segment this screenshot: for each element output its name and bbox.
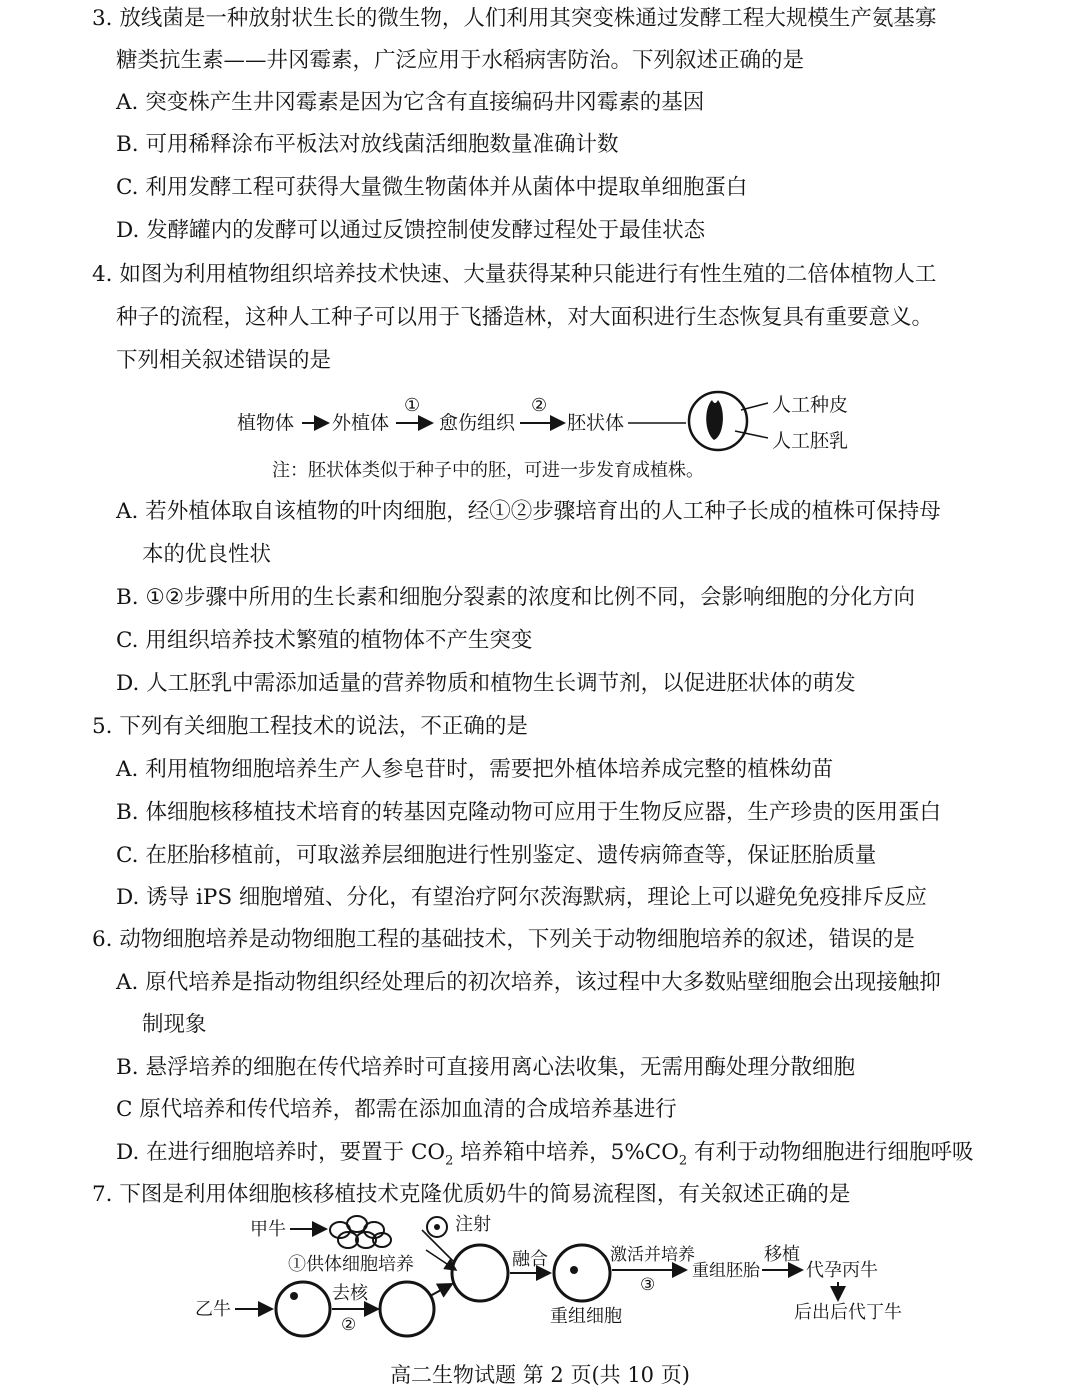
q7-enucleate-label: 去核 bbox=[332, 1283, 368, 1304]
q3-option-c: C. 利用发酵工程可获得大量微生物菌体并从菌体中提取单细胞蛋白 bbox=[116, 175, 748, 200]
q4-step2-label: ② bbox=[531, 395, 548, 416]
q4-option-b: B. ①②步骤中所用的生长素和细胞分裂素的浓度和比例不同，会影响细胞的分化方向 bbox=[116, 585, 916, 610]
q5-option-c: C. 在胚胎移植前，可取滋养层细胞进行性别鉴定、遗传病筛查等，保证胚胎质量 bbox=[116, 843, 877, 868]
q4-step1-label: ① bbox=[404, 395, 421, 416]
q7-stem: 7. 下图是利用体细胞核移植技术克隆优质奶牛的简易流程图，有关叙述正确的是 bbox=[92, 1182, 851, 1207]
q4-option-d: D. 人工胚乳中需添加适量的营养物质和植物生长调节剂，以促进胚状体的萌发 bbox=[116, 671, 856, 696]
q7-enucleated-oocyte-icon bbox=[380, 1282, 434, 1336]
q7-reconstructed-embryo-label: 重组胚胎 bbox=[692, 1261, 760, 1281]
q4-option-a-line-1: A. 若外植体取自该植物的叶肉细胞，经①②步骤培育出的人工种子长成的植株可保持母 bbox=[116, 499, 941, 524]
q4-plant-label: 植物体 bbox=[237, 412, 295, 434]
q7-surrogate-label: 代孕丙牛 bbox=[806, 1260, 878, 1281]
q6-option-d-part-2: 培养箱中培养，5%CO bbox=[453, 1140, 679, 1165]
q6-option-b: B. 悬浮培养的细胞在传代培养时可直接用离心法收集，无需用酶处理分散细胞 bbox=[116, 1055, 855, 1080]
q5-stem: 5. 下列有关细胞工程技术的说法，不正确的是 bbox=[92, 714, 528, 739]
q7-donor-culture-label: ①供体细胞培养 bbox=[288, 1254, 414, 1275]
q4-callus-label: 愈伤组织 bbox=[439, 412, 516, 434]
q5-option-b: B. 体细胞核移植技术培育的转基因克隆动物可应用于生物反应器，生产珍贵的医用蛋白 bbox=[116, 800, 941, 825]
q7-reconstructed-cell-icon bbox=[554, 1245, 610, 1301]
q7-oocyte-icon bbox=[276, 1282, 330, 1336]
q4-option-c: C. 用组织培养技术繁殖的植物体不产生突变 bbox=[116, 628, 533, 653]
q7-activate-label: 激活并培养 bbox=[610, 1245, 695, 1265]
q7-cow-b-label: 乙牛 bbox=[195, 1299, 231, 1320]
q6-option-c: C 原代培养和传代培养，都需在添加血清的合成培养基进行 bbox=[116, 1097, 677, 1122]
q4-stem-line-2: 种子的流程，这种人工种子可以用于飞播造林，对大面积进行生态恢复具有重要意义。 bbox=[116, 305, 934, 330]
q7-step3-label: ③ bbox=[640, 1275, 656, 1295]
q7-cow-a-label: 甲牛 bbox=[250, 1219, 286, 1240]
q7-fused-cell-icon bbox=[452, 1245, 508, 1301]
q7-offspring-label: 后出后代丁牛 bbox=[794, 1302, 902, 1323]
q7-inject-label: 注射 bbox=[455, 1214, 491, 1235]
q7-donor-cells-icon bbox=[330, 1216, 391, 1248]
q3-stem-line-2: 糖类抗生素——井冈霉素，广泛应用于水稻病害防治。下列叙述正确的是 bbox=[116, 48, 805, 73]
q4-stem-line-3: 下列相关叙述错误的是 bbox=[116, 348, 332, 373]
q7-cloning-diagram bbox=[190, 1210, 920, 1350]
q4-tissue-culture-diagram bbox=[220, 386, 880, 486]
q4-stem-line-1: 4. 如图为利用植物组织培养技术快速、大量获得某种只能进行有性生殖的二倍体植物人工 bbox=[92, 262, 937, 287]
q3-option-b: B. 可用稀释涂布平板法对放线菌活细胞数量准确计数 bbox=[116, 132, 619, 157]
q7-step2-label: ② bbox=[341, 1315, 357, 1335]
q6-option-a-line-2: 制现象 bbox=[142, 1012, 207, 1037]
q4-option-a-line-2: 本的优良性状 bbox=[142, 542, 272, 567]
q4-seed-coat-label: 人工种皮 bbox=[772, 394, 849, 416]
q7-fusion-label: 融合 bbox=[512, 1249, 548, 1270]
q7-transfer-label: 移植 bbox=[764, 1244, 800, 1265]
q4-embryoid-label: 胚状体 bbox=[567, 412, 625, 434]
q4-diagram-note: 注：胚状体类似于种子中的胚，可进一步发育成植株。 bbox=[272, 460, 704, 481]
q5-option-d: D. 诱导 iPS 细胞增殖、分化，有望治疗阿尔茨海默病，理论上可以避免免疫排斥反应 bbox=[116, 885, 927, 910]
q6-option-a-line-1: A. 原代培养是指动物组织经处理后的初次培养，该过程中大多数贴壁细胞会出现接触抑 bbox=[116, 970, 941, 995]
q4-explant-label: 外植体 bbox=[332, 412, 390, 434]
q3-option-a: A. 突变株产生井冈霉素是因为它含有直接编码井冈霉素的基因 bbox=[116, 90, 705, 115]
q3-stem-line-1: 3. 放线菌是一种放射状生长的微生物，人们利用其突变株通过发酵工程大规模生产氨基寡 bbox=[92, 6, 937, 31]
q3-option-d: D. 发酵罐内的发酵可以通过反馈控制使发酵过程处于最佳状态 bbox=[116, 218, 706, 243]
q6-option-d bbox=[116, 1138, 974, 1176]
q7-reconstructed-cell-label: 重组细胞 bbox=[550, 1306, 622, 1327]
q4-embryoid-icon bbox=[706, 400, 723, 440]
q6-option-d-sub-1: 2 bbox=[445, 1153, 454, 1169]
q6-option-d-part-3: 有利于动物细胞进行细胞呼吸 bbox=[687, 1140, 974, 1165]
q5-option-a: A. 利用植物细胞培养生产人参皂苷时，需要把外植体培养成完整的植株幼苗 bbox=[116, 757, 834, 782]
q6-option-d-part-1: D. 在进行细胞培养时，要置于 CO bbox=[116, 1140, 446, 1165]
q6-option-d-sub-2: 2 bbox=[678, 1153, 688, 1169]
page-footer: 高二生物试题 第 2 页(共 10 页) bbox=[390, 1363, 690, 1387]
q4-endosperm-label: 人工胚乳 bbox=[772, 430, 849, 452]
q6-stem: 6. 动物细胞培养是动物细胞工程的基础技术，下列关于动物细胞培养的叙述，错误的是 bbox=[92, 927, 915, 952]
